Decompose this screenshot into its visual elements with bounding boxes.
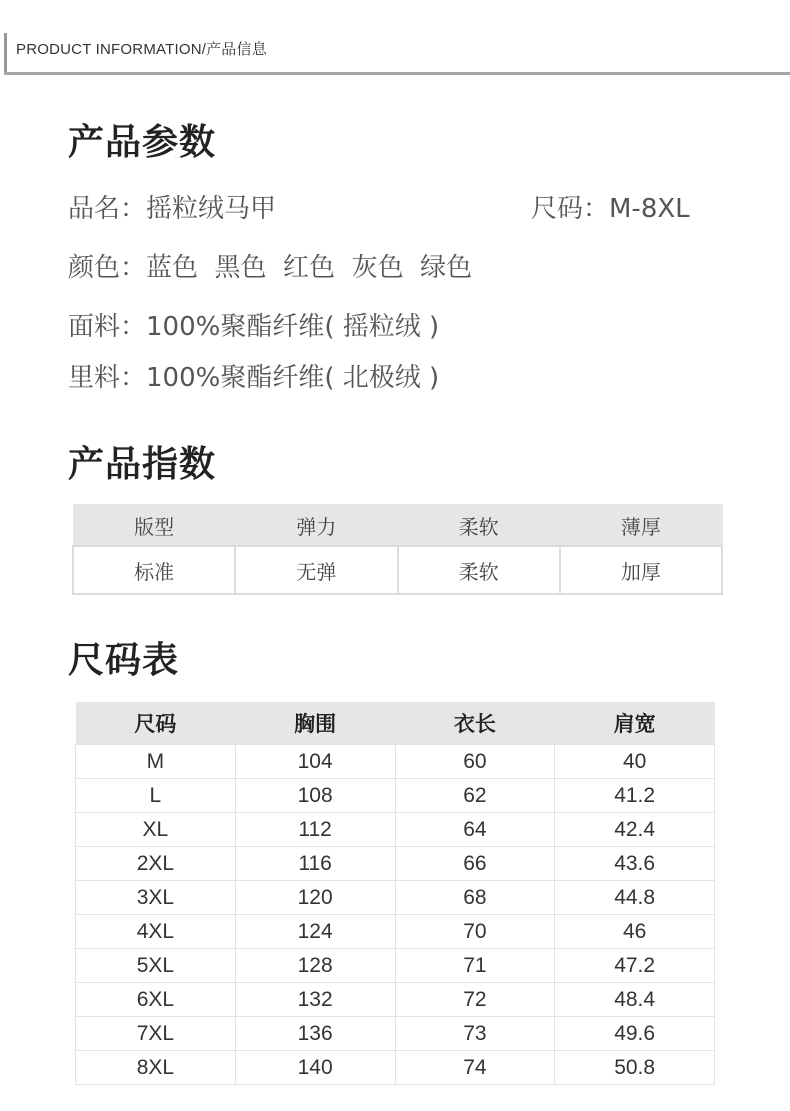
shoulder-cell: 42.4 <box>555 813 715 847</box>
size-cell: 2XL <box>76 847 236 881</box>
size-header-cell: 胸围 <box>235 702 395 745</box>
table-row <box>76 949 715 983</box>
index-header-row <box>73 505 722 547</box>
size-chart-title: 尺码表 <box>68 640 180 681</box>
table-row <box>76 915 715 949</box>
size-cell: M <box>76 745 236 779</box>
size-cell: 4XL <box>76 915 236 949</box>
index-header-cell: 柔软 <box>398 505 560 547</box>
index-value-cell: 加厚 <box>560 546 722 594</box>
header-title: PRODUCT INFORMATION/产品信息 <box>16 41 267 58</box>
shoulder-cell: 50.8 <box>555 1051 715 1085</box>
shoulder-cell: 43.6 <box>555 847 715 881</box>
size-header-cell: 尺码 <box>76 702 236 745</box>
size-header-row <box>76 702 715 745</box>
index-title: 产品指数 <box>68 444 217 485</box>
size-cell: 6XL <box>76 983 236 1017</box>
param-size-range: 尺码：M-8XL <box>531 194 690 224</box>
size-cell: 8XL <box>76 1051 236 1085</box>
shoulder-cell: 41.2 <box>555 779 715 813</box>
param-outer-fabric: 面料：100%聚酯纤维( 摇粒绒 ) <box>68 312 440 342</box>
length-cell: 70 <box>395 915 555 949</box>
param-product-name: 品名：摇粒绒马甲 <box>68 194 277 224</box>
length-cell: 73 <box>395 1017 555 1051</box>
chest-cell: 112 <box>235 813 395 847</box>
shoulder-cell: 44.8 <box>555 881 715 915</box>
shoulder-cell: 40 <box>555 745 715 779</box>
chest-cell: 140 <box>235 1051 395 1085</box>
index-value-cell: 无弹 <box>235 546 397 594</box>
shoulder-cell: 46 <box>555 915 715 949</box>
shoulder-cell: 48.4 <box>555 983 715 1017</box>
size-cell: XL <box>76 813 236 847</box>
table-row <box>76 745 715 779</box>
size-chart-table <box>75 702 715 1085</box>
param-colors: 颜色：蓝色 黑色 红色 灰色 绿色 <box>68 253 473 283</box>
index-header-cell: 薄厚 <box>560 505 722 547</box>
params-title: 产品参数 <box>68 122 217 163</box>
length-cell: 60 <box>395 745 555 779</box>
length-cell: 72 <box>395 983 555 1017</box>
table-row <box>76 881 715 915</box>
chest-cell: 136 <box>235 1017 395 1051</box>
header-divider <box>4 72 790 75</box>
index-value-row <box>73 546 722 594</box>
shoulder-cell: 47.2 <box>555 949 715 983</box>
table-row <box>76 1051 715 1085</box>
size-cell: 5XL <box>76 949 236 983</box>
product-index-table <box>72 504 723 595</box>
table-row <box>76 983 715 1017</box>
length-cell: 68 <box>395 881 555 915</box>
table-row <box>76 813 715 847</box>
size-header-cell: 肩宽 <box>555 702 715 745</box>
chest-cell: 128 <box>235 949 395 983</box>
length-cell: 62 <box>395 779 555 813</box>
index-header-cell: 版型 <box>73 505 235 547</box>
header-accent-bar <box>4 33 7 75</box>
chest-cell: 124 <box>235 915 395 949</box>
chest-cell: 108 <box>235 779 395 813</box>
chest-cell: 104 <box>235 745 395 779</box>
length-cell: 66 <box>395 847 555 881</box>
length-cell: 71 <box>395 949 555 983</box>
chest-cell: 132 <box>235 983 395 1017</box>
index-header-cell: 弹力 <box>235 505 397 547</box>
shoulder-cell: 49.6 <box>555 1017 715 1051</box>
size-header-cell: 衣长 <box>395 702 555 745</box>
table-row <box>76 779 715 813</box>
length-cell: 74 <box>395 1051 555 1085</box>
section-header <box>4 33 790 77</box>
size-cell: L <box>76 779 236 813</box>
table-row <box>76 847 715 881</box>
chest-cell: 120 <box>235 881 395 915</box>
size-cell: 7XL <box>76 1017 236 1051</box>
index-value-cell: 标准 <box>73 546 235 594</box>
size-cell: 3XL <box>76 881 236 915</box>
chest-cell: 116 <box>235 847 395 881</box>
index-value-cell: 柔软 <box>398 546 560 594</box>
param-lining-fabric: 里料：100%聚酯纤维( 北极绒 ) <box>68 363 440 393</box>
length-cell: 64 <box>395 813 555 847</box>
table-row <box>76 1017 715 1051</box>
